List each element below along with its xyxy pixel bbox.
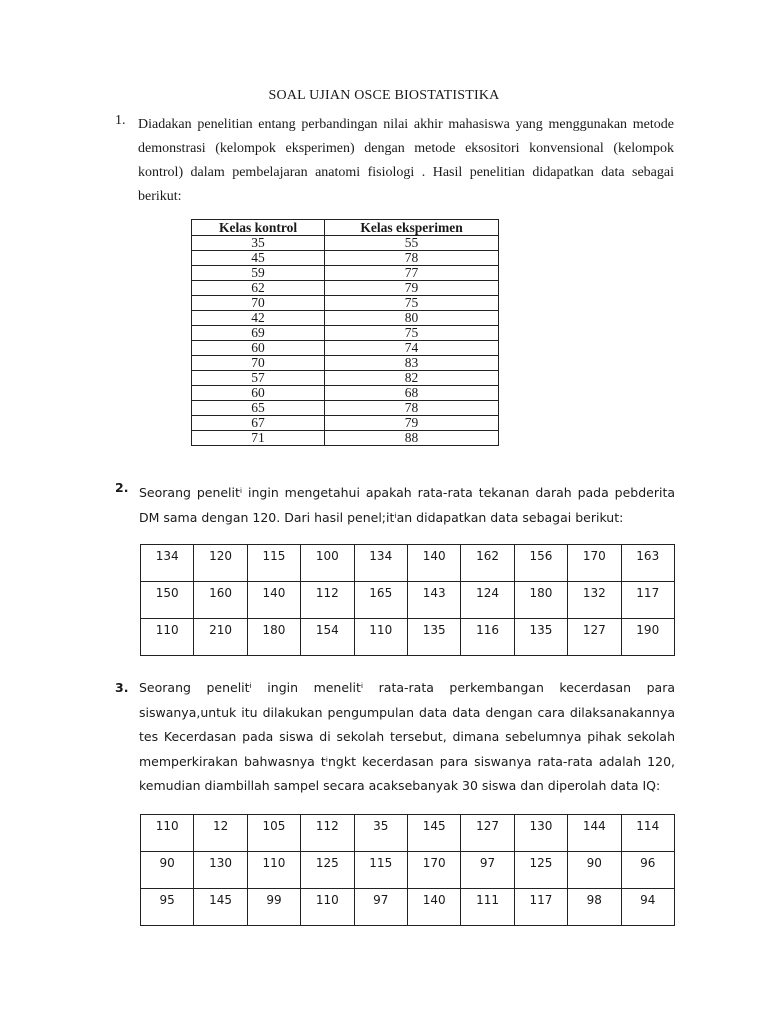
table-cell: 115 bbox=[354, 852, 407, 889]
table-cell: 60 bbox=[192, 341, 325, 356]
table-cell: 79 bbox=[325, 416, 499, 431]
table-cell: 190 bbox=[621, 619, 674, 656]
table-cell: 97 bbox=[461, 852, 514, 889]
table-cell: 110 bbox=[354, 619, 407, 656]
table-cell: 112 bbox=[301, 582, 354, 619]
table-cell: 105 bbox=[247, 815, 300, 852]
table-cell: 111 bbox=[461, 889, 514, 926]
table-cell: 75 bbox=[325, 296, 499, 311]
table-cell: 130 bbox=[194, 852, 247, 889]
table-cell: 135 bbox=[514, 619, 567, 656]
table-row bbox=[192, 236, 499, 251]
table-cell: 140 bbox=[407, 545, 460, 582]
table-row bbox=[141, 619, 675, 656]
table-row bbox=[141, 545, 675, 582]
table-cell: 62 bbox=[192, 281, 325, 296]
header-kelas-eksperimen: Kelas eksperimen bbox=[325, 220, 499, 236]
question-2-number: 2. bbox=[115, 480, 129, 495]
table-row bbox=[141, 852, 675, 889]
table-cell: 96 bbox=[621, 852, 674, 889]
table-cell: 150 bbox=[141, 582, 194, 619]
table-cell: 78 bbox=[325, 251, 499, 266]
table-row bbox=[192, 416, 499, 431]
table-cell: 90 bbox=[568, 852, 621, 889]
table-cell: 80 bbox=[325, 311, 499, 326]
table-row bbox=[192, 281, 499, 296]
table-cell: 144 bbox=[568, 815, 621, 852]
table-header-row bbox=[192, 220, 499, 236]
table-cell: 60 bbox=[192, 386, 325, 401]
table-cell: 70 bbox=[192, 296, 325, 311]
question-1-table bbox=[191, 219, 499, 446]
table-row bbox=[192, 251, 499, 266]
table-cell: 145 bbox=[194, 889, 247, 926]
table-cell: 170 bbox=[568, 545, 621, 582]
table-cell: 98 bbox=[568, 889, 621, 926]
table-cell: 160 bbox=[194, 582, 247, 619]
table-cell: 65 bbox=[192, 401, 325, 416]
table-cell: 132 bbox=[568, 582, 621, 619]
table-cell: 35 bbox=[354, 815, 407, 852]
table-cell: 94 bbox=[621, 889, 674, 926]
table-cell: 134 bbox=[141, 545, 194, 582]
table-cell: 116 bbox=[461, 619, 514, 656]
table-cell: 156 bbox=[514, 545, 567, 582]
table-cell: 95 bbox=[141, 889, 194, 926]
page-title: SOAL UJIAN OSCE BIOSTATISTIKA bbox=[268, 88, 500, 103]
table-row bbox=[192, 326, 499, 341]
table-row bbox=[192, 311, 499, 326]
table-cell: 69 bbox=[192, 326, 325, 341]
table-cell: 127 bbox=[568, 619, 621, 656]
table-cell: 71 bbox=[192, 431, 325, 446]
table-cell: 125 bbox=[301, 852, 354, 889]
question-1-text: Diadakan penelitian entang perbandingan nilai akhir mahasiswa yang menggunakan metode demonstrasi (kelompok eksperimen) dengan metode eksositori konvensional (kelompok kontrol) dalam pembelajaran anatomi fisiologi . Hasil penelitian didapatkan data sebagai berikut: bbox=[138, 117, 674, 204]
table-cell: 163 bbox=[621, 545, 674, 582]
question-3-table bbox=[140, 814, 675, 926]
table-cell: 120 bbox=[194, 545, 247, 582]
table-cell: 12 bbox=[194, 815, 247, 852]
table-row bbox=[192, 371, 499, 386]
table-cell: 130 bbox=[514, 815, 567, 852]
question-1-number: 1. bbox=[115, 113, 126, 128]
table-cell: 124 bbox=[461, 582, 514, 619]
question-2-text: Seorang penelitⁱ ingin mengetahui apakah rata-rata tekanan darah pada pebderita DM sama dengan 120. Dari hasil penel;itⁱan didapatkan data sebagai berikut: bbox=[139, 485, 675, 525]
header-kelas-kontrol: Kelas kontrol bbox=[192, 220, 325, 236]
table-cell: 165 bbox=[354, 582, 407, 619]
table-cell: 117 bbox=[514, 889, 567, 926]
table-cell: 117 bbox=[621, 582, 674, 619]
question-3-text: Seorang penelitⁱ ingin menelitⁱ rata-rata perkembangan kecerdasan para siswanya,untuk itu dilakukan pengumpulan data data dengan cara dilaksanakannya tes Kecerdasan pada siswa di sekolah tersebut, dimana sebelumnya pihak sekolah memperkirakan bahwasnya tⁱngkt kecerdasan para siswanya rata-rata adalah 120, kemudian diambillah sampel secara acaksebanyak 30 siswa dan diperolah data IQ: bbox=[139, 680, 675, 793]
table-cell: 125 bbox=[514, 852, 567, 889]
table-cell: 140 bbox=[407, 889, 460, 926]
table-cell: 135 bbox=[407, 619, 460, 656]
table-cell: 79 bbox=[325, 281, 499, 296]
table-cell: 57 bbox=[192, 371, 325, 386]
table-cell: 68 bbox=[325, 386, 499, 401]
table-cell: 74 bbox=[325, 341, 499, 356]
table-cell: 145 bbox=[407, 815, 460, 852]
table-cell: 99 bbox=[247, 889, 300, 926]
table-cell: 90 bbox=[141, 852, 194, 889]
table-cell: 154 bbox=[301, 619, 354, 656]
table-row bbox=[141, 815, 675, 852]
table-cell: 97 bbox=[354, 889, 407, 926]
table-cell: 82 bbox=[325, 371, 499, 386]
table-row bbox=[141, 889, 675, 926]
table-cell: 70 bbox=[192, 356, 325, 371]
table-cell: 134 bbox=[354, 545, 407, 582]
table-row bbox=[141, 582, 675, 619]
table-cell: 45 bbox=[192, 251, 325, 266]
table-cell: 210 bbox=[194, 619, 247, 656]
table-cell: 127 bbox=[461, 815, 514, 852]
table-row bbox=[192, 341, 499, 356]
table-cell: 42 bbox=[192, 311, 325, 326]
table-cell: 83 bbox=[325, 356, 499, 371]
table-cell: 67 bbox=[192, 416, 325, 431]
table-row bbox=[192, 296, 499, 311]
table-cell: 112 bbox=[301, 815, 354, 852]
table-cell: 162 bbox=[461, 545, 514, 582]
table-cell: 180 bbox=[247, 619, 300, 656]
table-cell: 110 bbox=[141, 619, 194, 656]
table-cell: 110 bbox=[141, 815, 194, 852]
table-cell: 143 bbox=[407, 582, 460, 619]
table-cell: 35 bbox=[192, 236, 325, 251]
table-cell: 140 bbox=[247, 582, 300, 619]
table-cell: 88 bbox=[325, 431, 499, 446]
question-2-table bbox=[140, 544, 675, 656]
question-3-number: 3. bbox=[115, 680, 129, 695]
table-cell: 180 bbox=[514, 582, 567, 619]
table-cell: 110 bbox=[301, 889, 354, 926]
table-cell: 170 bbox=[407, 852, 460, 889]
table-row bbox=[192, 431, 499, 446]
table-cell: 78 bbox=[325, 401, 499, 416]
table-cell: 114 bbox=[621, 815, 674, 852]
table-cell: 75 bbox=[325, 326, 499, 341]
table-cell: 110 bbox=[247, 852, 300, 889]
table-cell: 77 bbox=[325, 266, 499, 281]
table-cell: 115 bbox=[247, 545, 300, 582]
table-row bbox=[192, 266, 499, 281]
table-cell: 55 bbox=[325, 236, 499, 251]
table-row bbox=[192, 401, 499, 416]
table-cell: 59 bbox=[192, 266, 325, 281]
table-row bbox=[192, 386, 499, 401]
table-row bbox=[192, 356, 499, 371]
table-cell: 100 bbox=[301, 545, 354, 582]
